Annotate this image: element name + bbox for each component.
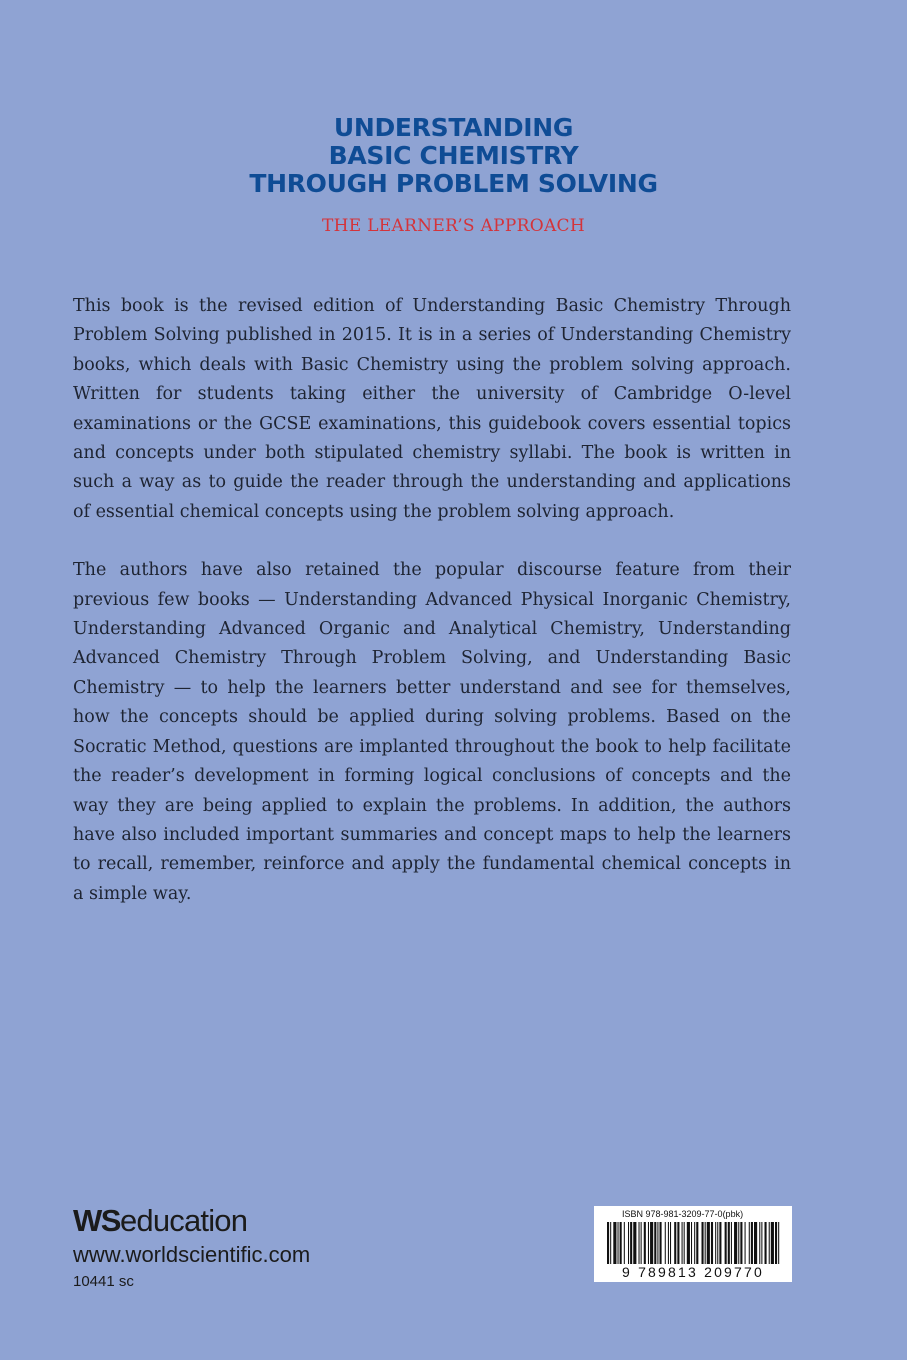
blurb-paragraph-1: This book is the revised edition of Understanding Basic Chemistry Through Problem Solving published in 2015. It is in a series of Understanding Chemistry books, which deals with Basic Chemistry using the problem solving approach. Written for students taking either the university of Cambridge O-level examinations or the GCSE examinations, this guidebook covers essential topics and concepts under both stipulated chemistry syllabi. The book is written in such a way as to guide the reader through the understanding and applications of essential chemical concepts using the problem solving approach. [73,296,791,522]
book-title [0,114,907,198]
title-line-3: THROUGH PROBLEM SOLVING [249,169,658,198]
logo-bold-part: WS [73,1203,120,1238]
title-line-2: BASIC CHEMISTRY [328,141,579,170]
isbn-label: ISBN 978-981-3209-77-0(pbk) [622,1209,744,1219]
blurb-paragraph-2: The authors have also retained the popular discourse feature from their previous few books — Understanding Advanced Physical Inorganic Chemistry, Understanding Advanced Organic and Analytical Chemistry, Understanding Advanced Chemistry Through Problem Solving, and Understanding Basic Chemistry — to help the learners better understand and see for themselves, how the concepts should be applied during solving problems. Based on the Socratic Method, questions are implanted throughout the book to help facilitate the reader’s development in forming logical conclusions of concepts and the way they are being applied to explain the problems. In addition, the authors have also included important summaries and concept maps to help the learners to recall, remember, reinforce and apply the fundamental chemical concepts in a simple way. [73,560,791,904]
isbn-barcode-box [594,1206,792,1282]
book-subtitle: THE LEARNER’S APPROACH [322,216,585,236]
blurb [73,292,791,938]
logo-rest-part: education [119,1203,248,1238]
title-line-1: UNDERSTANDING [333,113,574,142]
publisher-url: www.worldscientific.com [73,1242,311,1267]
product-code: 10441 sc [73,1273,134,1290]
isbn-digits: 9 789813 209770 [622,1264,764,1280]
publisher-block [73,1203,310,1292]
publisher-logo [73,1203,310,1239]
